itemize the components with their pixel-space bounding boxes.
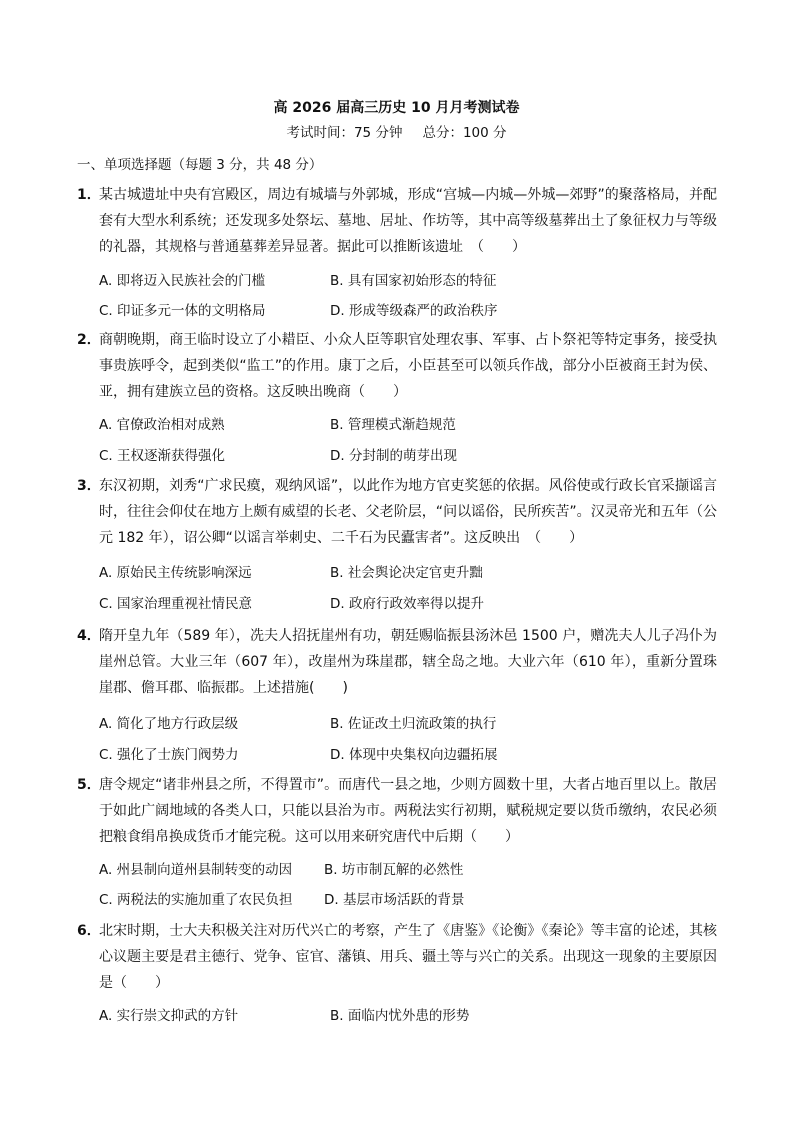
option-c[interactable]: C. 国家治理重视社情民意	[99, 596, 253, 612]
question-number: 4．	[77, 628, 101, 644]
option-a[interactable]: A. 官僚政治相对成熟	[99, 417, 225, 433]
question-number: 5．	[77, 777, 101, 793]
total-score: 总分：100 分	[422, 125, 507, 141]
question-number: 6．	[77, 923, 101, 939]
option-d[interactable]: D. 政府行政效率得以提升	[330, 596, 484, 612]
option-d[interactable]: D. 基层市场活跃的背景	[324, 892, 465, 908]
question-3	[77, 473, 717, 551]
question-stem: 某古城遗址中央有宫殿区，周边有城墙与外郭城，形成“宫城—内城—外城—郊野”的聚落格局，并配套有大型水利系统；还发现多处祭坛、墓地、居址、作坊等，其中高等级墓葬出土了象征权力与等级的礼器，其规格与普通墓葬差异显著。据此可以推断该遗址 （ ）	[99, 187, 717, 255]
question-1	[77, 182, 717, 260]
question-stem: 商朝晚期，商王临时设立了小耤臣、小众人臣等职官处理农事、军事、占卜祭祀等特定事务，接受执事贵族呼令，起到类似“监工”的作用。康丁之后，小臣甚至可以领兵作战，部分小臣被商王封为侯、亚，拥有建族立邑的资格。这反映出晚商（ ）	[99, 332, 717, 400]
option-d[interactable]: D. 形成等级森严的政治秩序	[330, 303, 498, 319]
option-a[interactable]: A. 简化了地方行政层级	[99, 716, 239, 732]
options-row	[99, 1006, 470, 1026]
option-a[interactable]: A. 即将迈入民族社会的门槛	[99, 273, 266, 289]
option-d[interactable]: D. 体现中央集权向边疆拓展	[330, 747, 498, 763]
option-c[interactable]: C. 王权逐渐获得强化	[99, 448, 226, 464]
question-2	[77, 327, 717, 405]
section-heading: 一、单项选择题（每题 3 分，共 48 分）	[77, 157, 323, 173]
option-a[interactable]: A. 州县制向道州县制转变的动因	[99, 862, 293, 878]
option-b[interactable]: B. 管理模式渐趋规范	[330, 417, 456, 433]
option-b[interactable]: B. 社会舆论决定官吏升黜	[330, 565, 483, 581]
options-row	[99, 745, 498, 765]
option-a[interactable]: A. 实行崇文抑武的方针	[99, 1008, 239, 1024]
option-b[interactable]: B. 具有国家初始形态的特征	[330, 273, 497, 289]
option-a[interactable]: A. 原始民主传统影响深远	[99, 565, 252, 581]
question-stem: 北宋时期，士大夫积极关注对历代兴亡的考察，产生了《唐鉴》《论衡》《秦论》等丰富的论述，其核心议题主要是君主德行、党争、宦官、藩镇、用兵、疆土等与兴亡的关系。出现这一现象的主要原因是（ ）	[99, 923, 717, 991]
options-row	[99, 860, 464, 880]
question-5	[77, 772, 717, 850]
option-c[interactable]: C. 强化了士族门阀势力	[99, 747, 239, 763]
option-c[interactable]: C. 两税法的实施加重了农民负担	[99, 892, 293, 908]
question-stem: 隋开皇九年（589 年），冼夫人招抚崖州有功，朝廷赐临振县汤沐邑 1500 户，赠冼夫人儿子冯仆为崖州总管。大业三年（607 年），改崖州为珠崖郡，辖全岛之地。大业六年（610 年），重新分置珠崖郡、儋耳郡、临振郡。上述措施( )	[99, 628, 717, 696]
question-number: 2．	[77, 332, 101, 348]
options-row	[99, 890, 465, 910]
question-6	[77, 918, 717, 996]
exam-time: 考试时间：75 分钟	[286, 125, 403, 141]
exam-title: 高 2026 届高三历史 10 月月考测试卷	[273, 100, 520, 116]
options-row	[99, 446, 457, 466]
options-row	[99, 714, 497, 734]
options-row	[99, 271, 497, 291]
options-row	[99, 301, 498, 321]
question-number: 1．	[77, 187, 101, 203]
question-stem: 唐令规定“诸非州县之所，不得置市”。而唐代一县之地，少则方圆数十里，大者占地百里以上。散居于如此广阔地域的各类人口，只能以县治为市。两税法实行初期，赋税规定要以货币缴纳，农民必须把粮食绢帛换成货币才能完税。这可以用来研究唐代中后期（ ）	[99, 777, 717, 845]
option-b[interactable]: B. 坊市制瓦解的必然性	[324, 862, 464, 878]
option-c[interactable]: C. 印证多元一体的文明格局	[99, 303, 266, 319]
options-row	[99, 563, 483, 583]
options-row	[99, 594, 484, 614]
exam-info	[0, 123, 793, 143]
question-4	[77, 623, 717, 701]
question-number: 3．	[77, 478, 101, 494]
question-stem: 东汉初期，刘秀“广求民瘼，观纳风谣”，以此作为地方官吏奖惩的依据。风俗使或行政长官采撷谣言时，往往会仰仗在地方上颇有威望的长老、父老阶层，“问以谣俗，民所疾苦”。汉灵帝光和五年（公元 182 年），诏公卿“以谣言举刺史、二千石为民蠹害者”。这反映出 （ ）	[99, 478, 717, 546]
option-d[interactable]: D. 分封制的萌芽出现	[330, 448, 457, 464]
option-b[interactable]: B. 面临内忧外患的形势	[330, 1008, 470, 1024]
options-row	[99, 415, 456, 435]
option-b[interactable]: B. 佐证改土归流政策的执行	[330, 716, 497, 732]
